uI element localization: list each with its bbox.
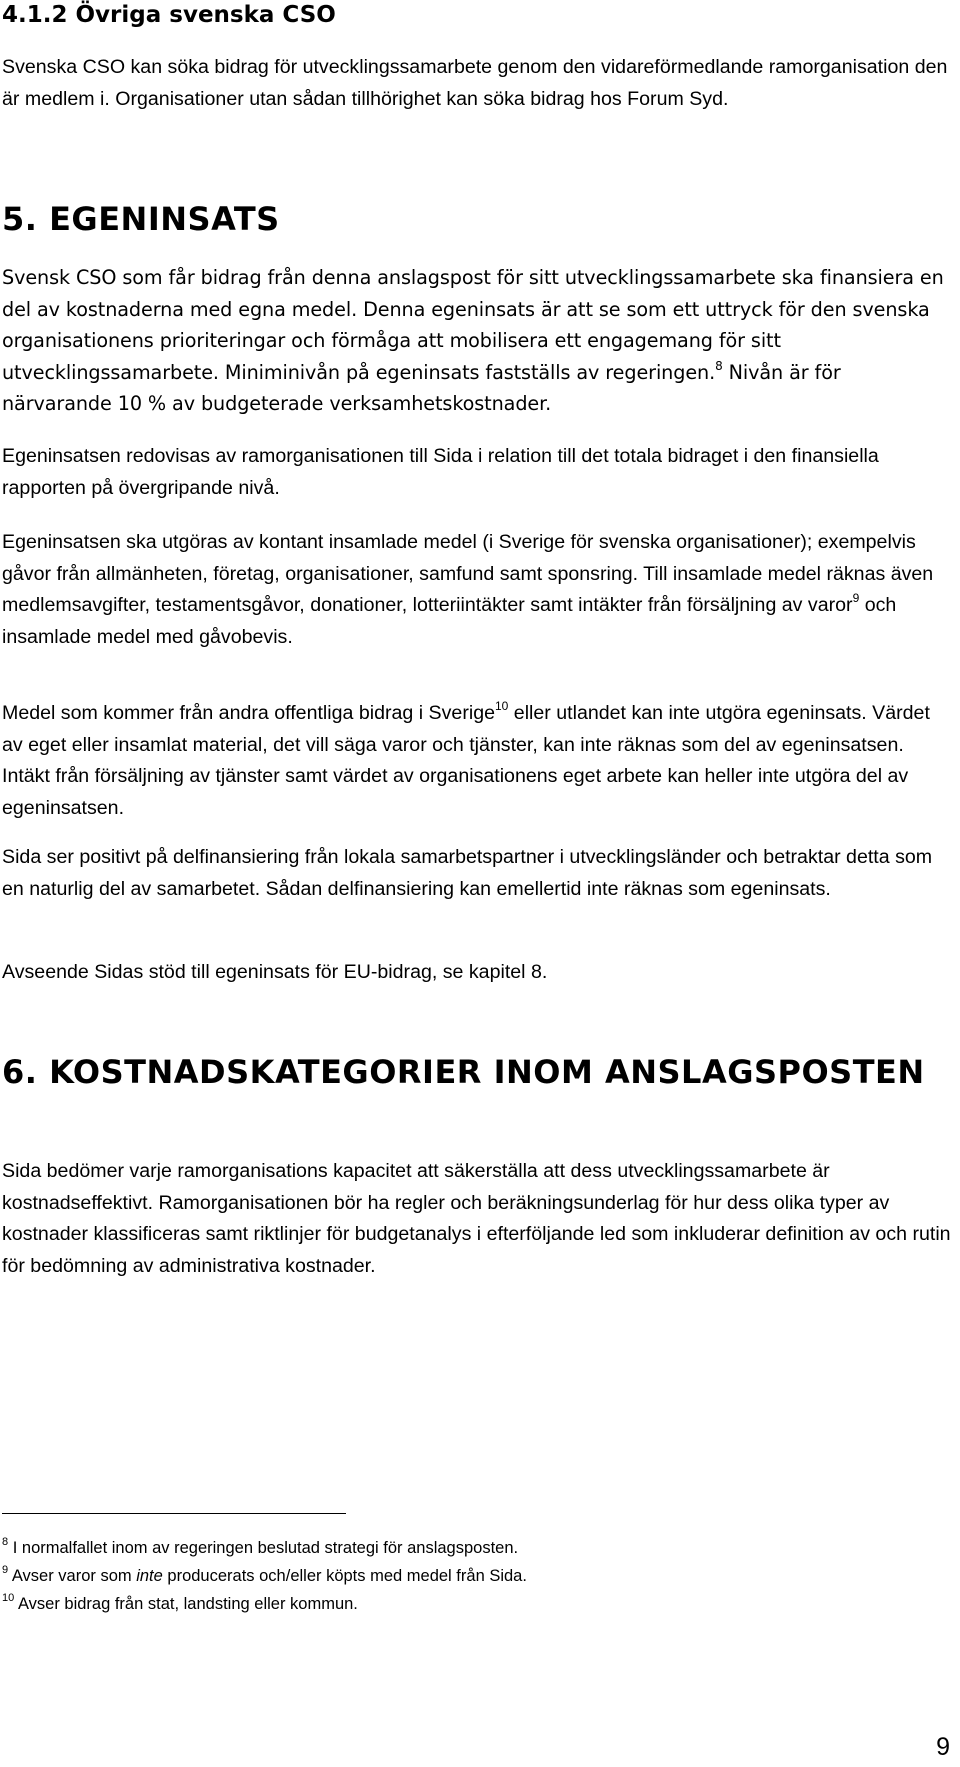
section-5-paragraph-6: Avseende Sidas stöd till egeninsats för EU-bidrag, se kapitel 8. [2, 961, 548, 983]
paragraph-text: och insamlade medel med gåvobevis. [2, 594, 897, 648]
footnote-separator [2, 1513, 346, 1514]
section-5-paragraph-2: Egeninsatsen redovisas av ramorganisationen till Sida i relation till det totala bidraget i den finansiella rapporten på övergripande nivå. [2, 445, 879, 499]
paragraph-text: Nivån är för närvarande 10 % av budgeterade verksamhetskostnader. [2, 360, 841, 415]
footnote-number: 9 [2, 1564, 9, 1576]
section-5-paragraph-1 [2, 262, 952, 420]
footnote-8 [2, 1537, 518, 1559]
page-number: 9 [936, 1733, 950, 1761]
section-5-heading: 5. EGENINSATS [2, 200, 280, 238]
paragraph-text: Medel som kommer från andra offentliga bidrag i Sverige [2, 702, 495, 724]
footnote-ref-8: 8 [715, 358, 723, 373]
section-5-paragraph-4 [2, 698, 952, 824]
section-6-heading: 6. KOSTNADSKATEGORIER INOM ANSLAGSPOSTEN [2, 1053, 925, 1091]
footnote-9 [2, 1565, 527, 1587]
section-6-paragraph: Sida bedömer varje ramorganisations kapacitet att säkerställa att dess utvecklingssamarbete är kostnadseffektivt. Ramorganisationen bör ha regler och beräkningsunderlag för hur dess olika typer av kostnader klassificeras samt riktlinjer för budgetanalys i efterföljande led som inkluderar definition av och rutin för bedömning av administrativa kostnader. [2, 1160, 951, 1277]
footnote-ref-9: 9 [852, 591, 860, 605]
footnote-text: Avser bidrag från stat, landsting eller kommun. [17, 1595, 358, 1613]
footnote-text: I normalfallet inom av regeringen beslutad strategi för anslagsposten. [12, 1539, 519, 1557]
footnote-10 [2, 1593, 358, 1615]
section-5-paragraph-5: Sida ser positivt på delfinansiering från lokala samarbetspartner i utvecklingsländer och betraktar detta som en naturlig del av samarbetet. Sådan delfinansiering kan emellertid inte räknas som egeninsats. [2, 846, 933, 900]
footnote-emphasis: inte [136, 1567, 163, 1585]
section-4-1-2-paragraph: Svenska CSO kan söka bidrag för utvecklingssamarbete genom den vidareförmedlande ramorganisation den är medlem i. Organisationer utan sådan tillhörighet kan söka bidrag hos Forum Syd. [2, 56, 948, 110]
paragraph-text: Egeninsatsen ska utgöras av kontant insamlade medel (i Sverige för svenska organisationer); exempelvis gåvor från allmänheten, företag, organisationer, samfund samt sponsring. Till insamlade medel räknas även medlemsavgifter, testamentsgåvor, donationer, lotteriintäkter samt intäkter från försäljning av varor [2, 531, 934, 616]
footnote-text: producerats och/eller köpts med medel från Sida. [162, 1567, 527, 1585]
paragraph-text: Svensk CSO som får bidrag från denna anslagspost för sitt utvecklingssamarbete ska finansiera en del av kostnaderna med egna medel. Denna egeninsats är att se som ett uttryck för den svenska organisationens prioriteringar och förmåga att mobilisera ett engagemang för sitt utvecklingssamarbete. Miniminivån på egeninsats fastställs av regeringen. [2, 266, 944, 384]
paragraph-text: eller utlandet kan inte utgöra egeninsats. Värdet av eget eller insamlat material, det vill säga varor och tjänster, kan inte räknas som del av egeninsatsen. Intäkt från försäljning av tjänster samt värdet av organisationens eget arbete kan heller inte utgöra del av egeninsatsen. [2, 702, 930, 819]
footnote-ref-10: 10 [495, 699, 509, 713]
footnote-text: Avser varor som [11, 1567, 137, 1585]
footnote-number: 10 [2, 1592, 15, 1604]
footnote-number: 8 [2, 1536, 9, 1548]
section-4-1-2-heading: 4.1.2 Övriga svenska CSO [2, 2, 336, 28]
section-5-paragraph-3 [2, 527, 952, 653]
